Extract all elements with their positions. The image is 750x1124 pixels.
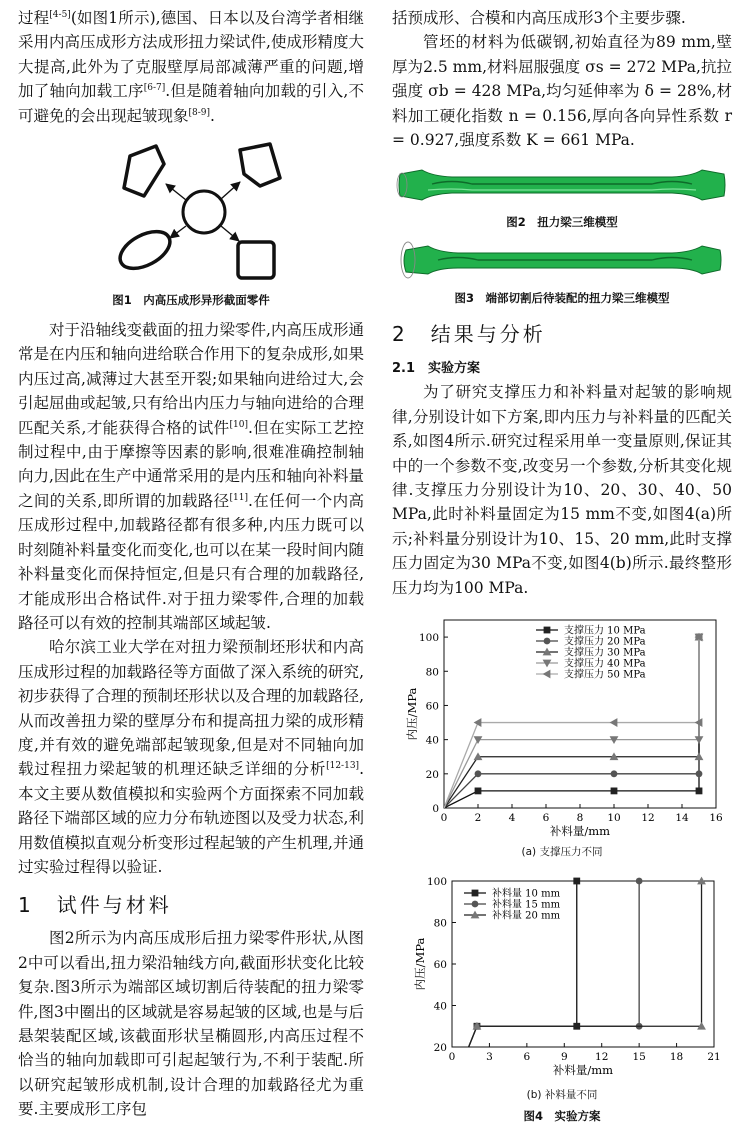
x-tick-label: 15 (632, 1051, 646, 1064)
paragraph-intro-end: 过程[4-5](如图1所示),德国、日本以及台湾学者相继采用内高压成形方法成形扭力梁试件,使成形精度大大提高,此外为了克服壁厚局部减薄严重的问题,增加了轴向加载工序[6-7].但是随着轴向加载的引入,不可避免的会出现起皱现象[8-9]. (18, 9, 364, 125)
section-2-heading: 2 结果与分析 (392, 322, 546, 347)
x-tick-label: 6 (542, 812, 550, 825)
figure-3-caption: 图3 端部切割后待装配的扭力梁三维模型 (454, 291, 670, 306)
x-tick-label: 4 (508, 812, 516, 825)
x-tick-label: 3 (486, 1051, 493, 1064)
y-tick-label: 20 (425, 768, 439, 781)
square-section (238, 242, 274, 278)
legend-entry: 补料量 15 mm (492, 899, 561, 911)
legend-entry: 补料量 10 mm (492, 888, 561, 900)
left-column (18, 6, 364, 1122)
y-tick-label: 100 (418, 632, 439, 645)
figure-2-caption: 图2 扭力梁三维模型 (506, 215, 618, 230)
figure-4a-caption: (a) 支撑压力不同 (521, 846, 603, 859)
section-2-1-heading: 2.1 实验方案 (392, 361, 481, 377)
section-1-heading: 1 试件与材料 (18, 893, 172, 918)
x-tick-label: 8 (576, 812, 584, 825)
x-tick-label: 12 (641, 812, 655, 825)
x-axis-label: 补料量/mm (549, 824, 611, 839)
figure-1-caption: 图1 内高压成形异形截面零件 (112, 293, 270, 308)
paragraph-forming-steps: 括预成形、合模和内高压成形3个主要步骤. (392, 9, 686, 27)
y-tick-label: 0 (432, 803, 439, 816)
y-tick-label: 40 (433, 1000, 447, 1013)
legend-entry: 支撑压力 50 MPa (564, 669, 646, 681)
legend-entry: 支撑压力 10 MPa (564, 625, 646, 637)
y-tick-label: 20 (433, 1042, 447, 1055)
round-tube-section (183, 191, 225, 233)
data-point (474, 718, 482, 727)
legend-marker (472, 901, 479, 908)
x-tick-label: 2 (474, 812, 482, 825)
x-tick-label: 18 (669, 1051, 684, 1064)
figure-1-diagram (18, 138, 364, 288)
paragraph-material: 管坯的材料为低碳钢,初始直径为89 mm,壁厚为2.5 mm,材料屈服强度 σs = 272 MPa,抗拉强度 σb = 428 MPa,均匀延伸率为 δ = 28%,材料加工硬化指数 n = 0.156,厚向各向异性系数 r = 0.927,强度系数 K = 661 MPa. (392, 33, 732, 150)
legend-marker (543, 670, 551, 679)
legend-marker (544, 627, 551, 634)
y-tick-label: 40 (425, 734, 439, 747)
paragraph-hit-research: 哈尔滨工业大学在对扭力梁预制坯形状和内高压成形过程的加载路径等方面做了深入系统的研究,初步获得了合理的预制坯形状以及合理的加载路径,从而改善扭力梁的壁厚分布和提高扭力梁的成形精度,并有效的避免端部起皱现象,但是对不同轴向加载过程扭力梁起皱的机理还缺乏详细的分析[12-13].本文主要从数值模拟和实验两个方面探索不同加载路径下端部区域的应力分布轨迹图以及受力状态,利用数值模拟直观分析变形过程起皱的产生机理,并通过实验过程得以验证. (18, 638, 364, 876)
y-axis-label: 内压/MPa (405, 687, 419, 741)
y-axis-label: 内压/MPa (413, 937, 427, 991)
figure-2-beam-model (392, 160, 732, 210)
legend-marker (544, 638, 551, 645)
legend-entry: 支撑压力 40 MPa (564, 658, 646, 670)
x-tick-label: 16 (709, 812, 723, 825)
legend (536, 624, 646, 681)
x-tick-label: 0 (448, 1051, 456, 1064)
x-tick-label: 12 (595, 1051, 609, 1064)
y-tick-label: 60 (433, 959, 447, 972)
figure-4b-caption: (b) 补料量不同 (526, 1089, 598, 1102)
irregular-section-2 (240, 144, 280, 186)
figure-3-cut-beam-model (392, 238, 732, 284)
data-point (636, 878, 643, 885)
x-axis-label: 补料量/mm (552, 1063, 614, 1078)
irregular-section-1 (124, 146, 164, 196)
data-point (475, 788, 482, 795)
y-tick-label: 80 (425, 666, 439, 679)
legend (464, 887, 561, 922)
legend-entry: 支撑压力 20 MPa (564, 636, 646, 648)
paragraph-specimen: 图2所示为内高压成形后扭力梁零件形状,从图2中可以看出,扭力梁沿轴线方向,截面形状变化比较复杂.图3所示为端部区域切割后待装配的扭力梁零件,图3中圈出的区域就是容易起皱的区域,也是与后悬架装配区域,该截面形状呈椭圆形,内高压过程不恰当的轴向加载即可引起起皱行为,不利于装配.所以研究起皱形成机制,设计合理的加载路径尤为重要.主要成形工序包 (18, 929, 364, 1119)
data-point (611, 788, 618, 795)
y-tick-label: 100 (426, 876, 447, 889)
data-point (475, 771, 482, 778)
x-tick-label: 6 (523, 1051, 531, 1064)
elliptical-section (114, 224, 176, 276)
y-tick-label: 60 (425, 700, 439, 713)
data-point (573, 878, 580, 885)
paragraph-experiment-plan: 为了研究支撑压力和补料量对起皱的影响规律,分别设计如下方案,即内压力与补料量的匹配关系,如图4所示.研究过程采用单一变量原则,保证其中的一个参数不变,改变另一个参数,分析其变化规律.支撑压力分别设计为10、20、30、40、50 MPa,此时补料量固定为15 mm不变,如图4(a)所示;补料量分别设计为10、15、20 mm,此时支撑压力固定为30 MPa不变,如图4(b)所示.最终整形压力均为100 MPa. (392, 383, 732, 597)
figure-4a-chart (392, 612, 732, 844)
data-point (696, 771, 703, 778)
x-tick-label: 21 (707, 1051, 721, 1064)
y-tick-label: 80 (433, 917, 447, 930)
data-point (611, 771, 618, 778)
legend-marker (472, 890, 479, 897)
x-tick-label: 10 (607, 812, 621, 825)
x-tick-label: 14 (675, 812, 689, 825)
right-column (392, 6, 732, 1124)
legend-entry: 支撑压力 30 MPa (564, 647, 646, 659)
figure-4b-chart (392, 873, 732, 1087)
paragraph-loading-path: 对于沿轴线变截面的扭力梁零件,内高压成形通常是在内压和轴向进给联合作用下的复杂成形,如果内压过高,减薄过大甚至开裂;如果轴向进给过大,会引起屈曲或起皱,只有给出内压力与轴向进给的合理匹配关系,才能获得合格的试件[10].但在实际工艺控制过程中,由于摩擦等因素的影响,很难准确控制轴向力,因此在生产中通常采用的是内压和轴向补料量之间的关系,即所谓的加载路径[11].在任何一个内高压成形过程中,加载路径都有很多种,内压力既可以时刻随补料量变化而变化,也可以在某一段时间内随补料量变化而保持恒定,但是只有合理的加载路径,才能成形出合格试件.对于扭力梁零件,合理的加载路径可以有效的控制其端部区域起皱. (18, 321, 364, 632)
legend-entry: 补料量 20 mm (492, 910, 561, 922)
x-tick-label: 9 (560, 1051, 568, 1064)
data-point (696, 788, 703, 795)
data-point (610, 718, 618, 727)
figure-4-caption: 图4 实验方案 (523, 1109, 601, 1124)
x-tick-label: 0 (440, 812, 448, 825)
